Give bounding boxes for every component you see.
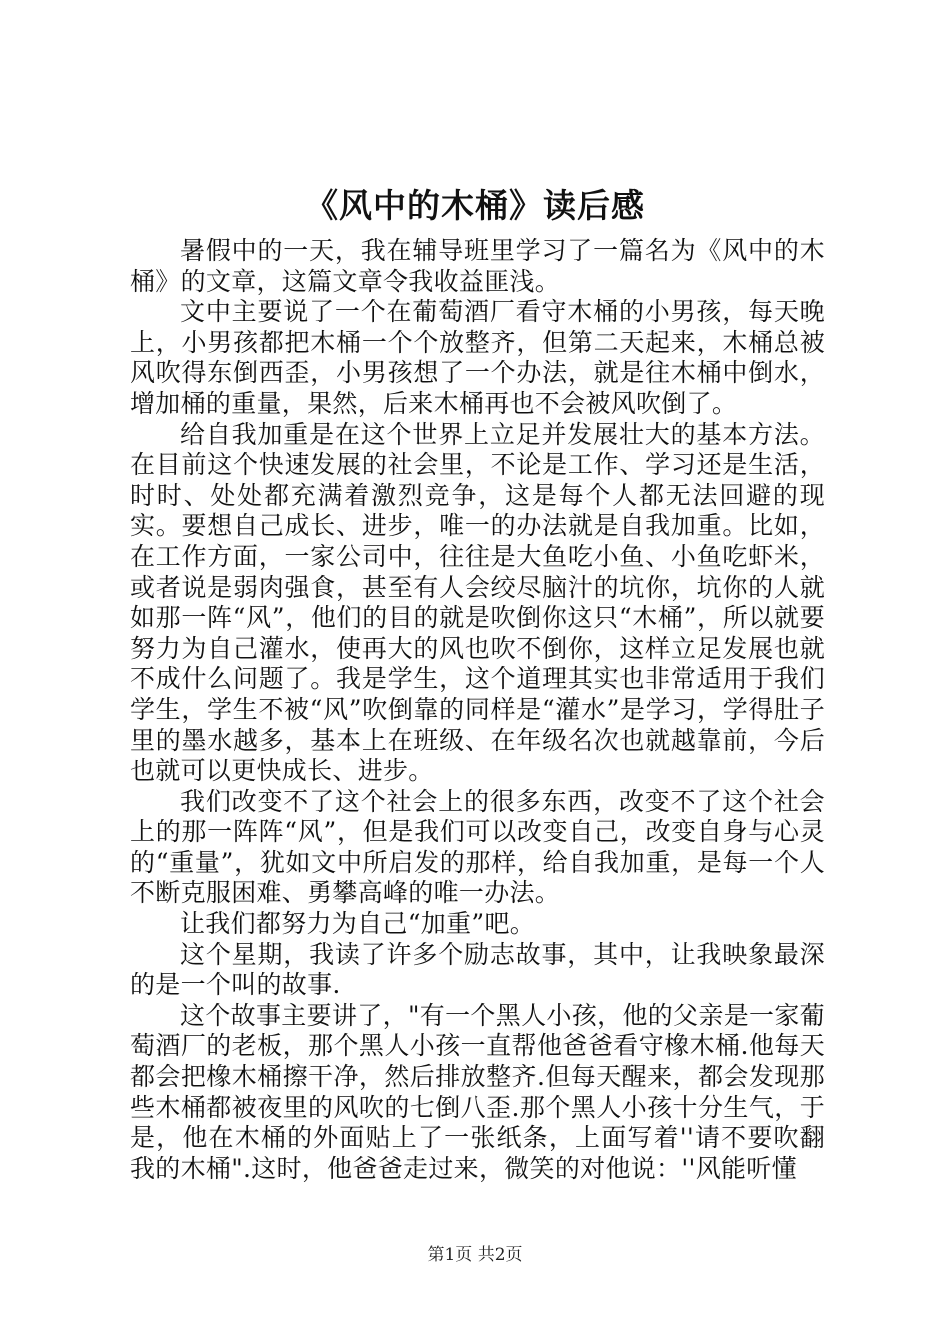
paragraph-1: 暑假中的一天，我在辅导班里学习了一篇名为《风中的木桶》的文章，这篇文章令我收益匪浅。 (130, 236, 825, 296)
paragraph-3: 给自我加重是在这个世界上立足并发展壮大的基本方法。在目前这个快速发展的社会里，不论是工作、学习还是生活，时时、处处都充满着激烈竞争，这是每个人都无法回避的现实。要想自己成长、进步，唯一的办法就是自我加重。比如，在工作方面，一家公司中，往往是大鱼吃小鱼、小鱼吃虾米，或者说是弱肉强食，甚至有人会绞尽脑汁的坑你，坑你的人就如那一阵“风”，他们的目的就是吹倒你这只“木桶”，所以就要努力为自己灌水，使再大的风也吹不倒你，这样立足发展也就不成什么问题了。我是学生，这个道理其实也非常适用于我们学生，学生不被“风”吹倒靠的同样是“灌水”是学习，学得肚子里的墨水越多，基本上在班级、在年级名次也就越靠前，今后也就可以更快成长、进步。 (130, 419, 825, 786)
paragraph-4: 我们改变不了这个社会上的很多东西，改变不了这个社会上的那一阵阵“风”，但是我们可以改变自己，改变自身与心灵的“重量”，犹如文中所启发的那样，给自我加重，是每一个人不断克服困难、勇攀高峰的唯一办法。 (130, 786, 825, 908)
paragraph-5: 让我们都努力为自己“加重”吧。 (180, 909, 536, 939)
paragraph-2: 文中主要说了一个在葡萄酒厂看守木桶的小男孩，每天晚上，小男孩都把木桶一个个放整齐，但第二天起来，木桶总被风吹得东倒西歪，小男孩想了一个办法，就是往木桶中倒水，增加桶的重量，果然，后来木桶再也不会被风吹倒了。 (130, 297, 825, 418)
document-title: 《风中的木桶》读后感 (305, 186, 645, 225)
page-footer: 第1页 共2页 (427, 1245, 523, 1265)
paragraph-7: 这个故事主要讲了，"有一个黑人小孩，他的父亲是一家葡萄酒厂的老板，那个黑人小孩一直帮他爸爸看守橡木桶.他每天都会把橡木桶擦干净，然后排放整齐.但每天醒来，都会发现那些木桶都被夜里的风吹的七倒八歪.那个黑人小孩十分生气，于是，他在木桶的外面贴上了一张纸条，上面写着''请不要吹翻我的木桶".这时，他爸爸走过来，微笑的对他说：''风能听懂 (130, 1000, 825, 1183)
paragraph-6: 这个星期，我读了许多个励志故事，其中，让我映象最深的是一个叫的故事. (130, 939, 825, 1000)
document-body (130, 236, 825, 1184)
